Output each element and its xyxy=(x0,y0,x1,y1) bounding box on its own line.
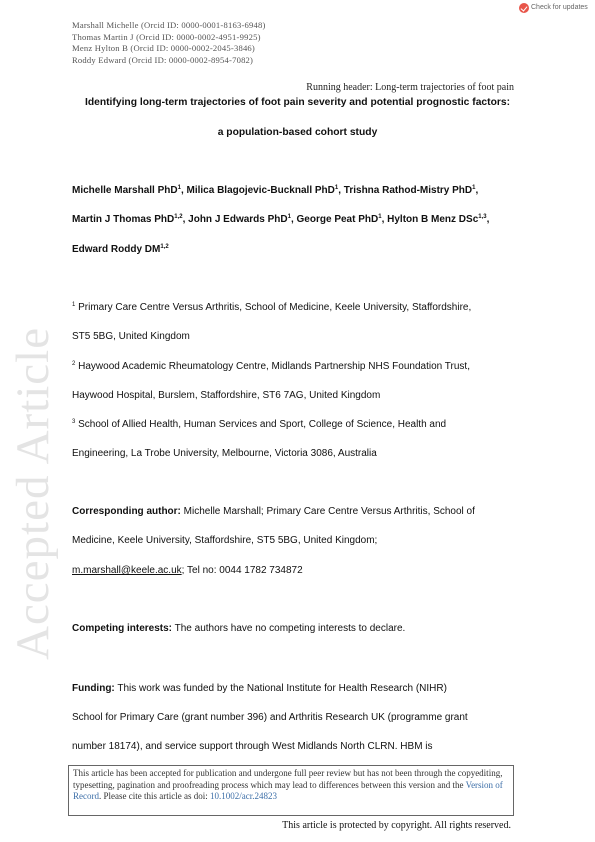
funding-line-1 xyxy=(72,683,447,694)
affiliation-number: 3 xyxy=(72,419,76,425)
author-name: John J Edwards PhD xyxy=(188,214,288,225)
author-separator: , xyxy=(381,214,388,225)
telephone-text: ; Tel no: 0044 1782 734872 xyxy=(181,565,303,576)
notice-text-cite: . Please cite this article as doi: xyxy=(99,791,210,801)
affiliation-1-line-2: ST5 5BG, United Kingdom xyxy=(72,331,190,342)
corresponding-author-line-2: Medicine, Keele University, Staffordshire, ST5 5BG, United Kingdom; xyxy=(72,535,378,546)
author-line-2 xyxy=(72,214,489,225)
corresponding-author-label: Corresponding author: xyxy=(72,506,181,517)
affiliation-2-line-2: Haywood Hospital, Burslem, Staffordshire, ST6 7AG, United Kingdom xyxy=(72,390,381,401)
author-name: Hylton B Menz DSc xyxy=(387,214,479,225)
affiliation-3-line-1 xyxy=(72,419,446,430)
article-title-line-1: Identifying long-term trajectories of foot pain severity and potential prognostic factors: xyxy=(84,97,511,108)
orcid-line: Roddy Edward (Orcid ID: 0000-0002-8954-7082) xyxy=(72,54,254,65)
orcid-line: Thomas Martin J (Orcid ID: 0000-0002-4951-9925) xyxy=(72,31,261,42)
author-affiliation-marker: 1 xyxy=(177,185,181,191)
affiliation-text: Primary Care Centre Versus Arthritis, School of Medicine, Keele University, Staffordshire, xyxy=(78,302,472,313)
author-separator: , xyxy=(475,185,479,196)
funding-label: Funding: xyxy=(72,683,115,694)
author-separator: , xyxy=(180,185,187,196)
author-line-3 xyxy=(72,244,169,255)
article-title-line-2: a population-based cohort study xyxy=(217,127,378,138)
affiliation-text: School of Allied Health, Human Services and Sport, College of Science, Health and xyxy=(78,419,447,430)
funding-line-3: number 18174), and service support through West Midlands North CLRN. HBM is xyxy=(72,741,433,752)
author-separator: , xyxy=(338,185,344,196)
accepted-article-watermark: Accepted Article xyxy=(7,326,59,660)
affiliation-1-line-1 xyxy=(72,302,471,313)
author-name: George Peat PhD xyxy=(296,214,379,225)
author-name: Milica Blagojevic-Bucknall PhD xyxy=(186,185,335,196)
funding-line-2: School for Primary Care (grant number 396) and Arthritis Research UK (programme grant xyxy=(72,712,468,723)
author-separator: , xyxy=(486,214,490,225)
email-link[interactable]: m.marshall@keele.ac.uk xyxy=(72,565,182,576)
author-affiliation-marker: 1,2 xyxy=(174,214,183,220)
orcid-line: Marshall Michelle (Orcid ID: 0000-0001-8163-6948) xyxy=(72,20,266,30)
orcid-line: Menz Hylton B (Orcid ID: 0000-0002-2045-3846) xyxy=(72,43,255,53)
check-for-updates-button[interactable] xyxy=(519,1,594,14)
author-name: Edward Roddy DM xyxy=(72,244,161,255)
affiliation-2-line-1 xyxy=(72,361,470,372)
corresponding-author-text: Michelle Marshall; Primary Care Centre Versus Arthritis, School of xyxy=(183,506,475,517)
author-name: Trishna Rathod-Mistry PhD xyxy=(343,185,473,196)
affiliation-text: Haywood Academic Rheumatology Centre, Midlands Partnership NHS Foundation Trust, xyxy=(78,361,470,372)
corresponding-author-line-1 xyxy=(72,506,475,517)
funding-text: This work was funded by the National Institute for Health Research (NIHR) xyxy=(117,683,447,694)
notice-text: This article has been accepted for publication and undergone full peer review but has not been through the copyediting, typesetting, pagination and proofreading process which may lead to differences between this version and the xyxy=(73,768,503,790)
doi-link[interactable]: 10.1002/acr.24823 xyxy=(209,791,277,801)
author-separator: , xyxy=(182,214,189,225)
competing-interests-label: Competing interests: xyxy=(72,623,173,634)
author-line-1 xyxy=(72,185,478,196)
author-affiliation-marker: 1,2 xyxy=(160,244,169,250)
orcid-block xyxy=(72,20,266,66)
corresponding-author-line-3 xyxy=(72,565,303,576)
affiliation-3-line-2: Engineering, La Trobe University, Melbourne, Victoria 3086, Australia xyxy=(72,448,377,459)
author-affiliation-marker: 1,3 xyxy=(478,214,487,220)
author-affiliation-marker: 1 xyxy=(334,185,339,191)
running-header: Running header: Long-term trajectories of foot pain xyxy=(306,82,514,93)
author-affiliation-marker: 1 xyxy=(378,214,382,220)
affiliation-number: 1 xyxy=(72,302,76,308)
competing-interests xyxy=(72,623,405,634)
crossmark-icon xyxy=(519,3,529,13)
affiliation-number: 2 xyxy=(72,361,76,367)
accepted-article-notice xyxy=(68,765,514,816)
author-separator: , xyxy=(290,214,297,225)
copyright-footer: This article is protected by copyright. All rights reserved. xyxy=(282,820,511,831)
version-of-record-link[interactable]: Version of Record xyxy=(73,779,503,801)
check-for-updates-label: Check for updates xyxy=(531,4,588,11)
author-name: Michelle Marshall PhD xyxy=(72,185,178,196)
author-affiliation-marker: 1 xyxy=(287,214,291,220)
author-affiliation-marker: 1 xyxy=(472,185,476,191)
author-name: Martin J Thomas PhD xyxy=(72,214,175,225)
competing-interests-text: The authors have no competing interests to declare. xyxy=(174,623,406,634)
